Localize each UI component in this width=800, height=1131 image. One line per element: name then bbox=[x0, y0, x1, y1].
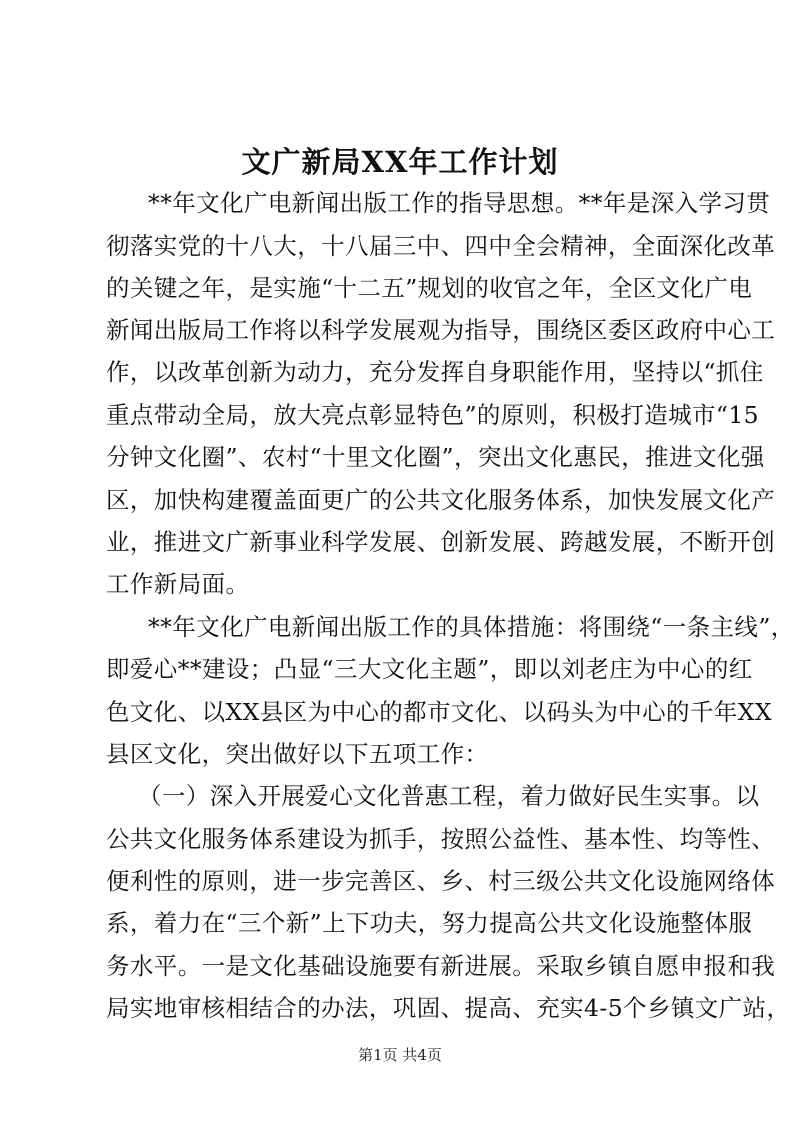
paragraph-line: 彻落实党的十八大，十八届三中、四中全会精神，全面深化改革 bbox=[106, 232, 776, 260]
paragraph-line: 即爱心**建设；凸显“三大文化主题”，即以刘老庄为中心的红 bbox=[106, 655, 753, 683]
page-footer: 第1页 共4页 bbox=[358, 1046, 442, 1064]
paragraph-line: **年文化广电新闻出版工作的具体措施：将围绕“一条主线”， bbox=[148, 613, 795, 641]
paragraph-line: 公共文化服务体系建设为抓手，按照公益性、基本性、均等性、 bbox=[106, 825, 776, 853]
paragraph-line: 分钟文化圈”、农村“十里文化圈”，突出文化惠民，推进文化强 bbox=[106, 443, 765, 471]
paragraph-line: 县区文化，突出做好以下五项工作： bbox=[106, 740, 489, 768]
paragraph-line: 系，着力在“三个新”上下功夫，努力提高公共文化设施整体服 bbox=[106, 909, 753, 937]
paragraph-line: 便利性的原则，进一步完善区、乡、村三级公共文化设施网络体 bbox=[106, 867, 776, 895]
paragraph-line: 作，以改革创新为动力，充分发挥自身职能作用，坚持以“抓住 bbox=[106, 358, 764, 386]
paragraph-line: 新闻出版局工作将以科学发展观为指导，围绕区委区政府中心工 bbox=[106, 316, 776, 344]
paragraph-line: **年文化广电新闻出版工作的指导思想。**年是深入学习贯 bbox=[148, 189, 771, 217]
paragraph-line: 业，推进文广新事业科学发展、创新发展、跨越发展，不断开创 bbox=[106, 528, 776, 556]
paragraph-line: 局实地审核相结合的办法，巩固、提高、充实4-5个乡镇文广站， bbox=[106, 994, 791, 1022]
paragraph-line: 区，加快构建覆盖面更广的公共文化服务体系，加快发展文化产 bbox=[106, 486, 776, 514]
paragraph-line: 色文化、以XX县区为中心的都市文化、以码头为中心的千年XX bbox=[106, 698, 773, 726]
paragraph-line: 工作新局面。 bbox=[106, 570, 250, 598]
paragraph-line: 重点带动全局，放大亮点彰显特色”的原则，积极打造城市“15 bbox=[106, 401, 760, 429]
document-title: 文广新局XX年工作计划 bbox=[241, 145, 559, 179]
paragraph-line: 的关键之年，是实施“十二五”规划的收官之年，全区文化广电 bbox=[106, 274, 753, 302]
paragraph-line: 务水平。一是文化基础设施要有新进展。采取乡镇自愿申报和我 bbox=[106, 952, 776, 980]
paragraph-line: （一）深入开展爱心文化普惠工程，着力做好民生实事。以 bbox=[138, 782, 760, 810]
